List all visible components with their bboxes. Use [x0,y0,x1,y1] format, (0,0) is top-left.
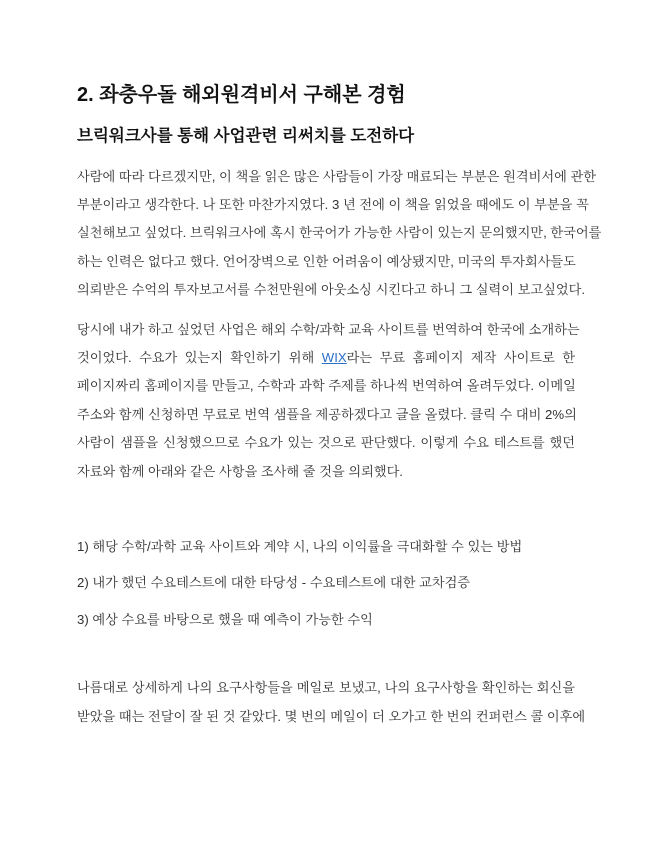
text-line: 사람에 따라 다르겠지만, 이 책을 읽은 많은 사람들이 가장 매료되는 부분은 원격비서에 관한 [77,169,596,184]
text-line: 나름대로 상세하게 나의 요구사항들을 메일로 보냈고, 나의 요구사항을 확인하는 회신을 [77,680,575,695]
list-item: 2) 내가 했던 수요테스트에 대한 타당성 - 수요테스트에 대한 교차검증 [77,575,471,590]
text-line: 페이지짜리 홈페이지를 만들고, 수학과 과학 주제를 하나씩 번역하여 올려두었다. 이메일 [77,378,576,393]
text-line: 하는 인력은 없다고 했다. 언어장벽으로 인한 어려움이 예상됐지만, 미국의 투자회사들도 [77,254,576,269]
text: 것이었다. 수요가 있는지 확인하기 위해 [77,350,322,365]
section-title: 2. 좌충우돌 해외원격비서 구해본 경험 [77,84,406,106]
text-line: 사람이 샘플을 신청했으므로 수요가 있는 것으로 판단했다. 이렇게 수요 테스트를 했던 [77,435,575,450]
text-line: 의뢰받은 수억의 투자보고서를 수천만원에 아웃소싱 시킨다고 하니 그 실력이 보고싶었다. [77,282,585,297]
text: 라는 무료 홈페이지 제작 사이트로 한 [346,350,576,365]
text-line: 받았을 때는 전달이 잘 된 것 같았다. 몇 번의 메일이 더 오가고 한 번의 컨퍼런스 콜 이후에 [77,709,586,724]
text-line: 당시에 내가 하고 싶었던 사업은 해외 수학/과학 교육 사이트를 번역하여 한국에 소개하는 [77,322,580,337]
list-item: 3) 예상 수요를 바탕으로 했을 때 예측이 가능한 수익 [77,612,373,627]
text-line [77,349,575,367]
section-subtitle: 브릭워크사를 통해 사업관련 리써치를 도전하다 [77,127,415,145]
text-line: 부분이라고 생각한다. 나 또한 마찬가지였다. 3 년 전에 이 책을 읽었을 때에도 이 부분을 꼭 [77,197,589,212]
wix-link[interactable]: WIX [321,350,347,365]
list-item: 1) 해당 수학/과학 교육 사이트와 계약 시, 나의 이익률을 극대화할 수 있는 방법 [77,539,523,554]
text-line: 자료와 함께 아래와 같은 사항을 조사해 줄 것을 의뢰했다. [77,464,403,479]
text-line: 실천해보고 싶었다. 브릭워크사에 혹시 한국어가 가능한 사람이 있는지 문의했지만, 한국어를 [77,225,602,240]
text-line: 주소와 함께 신청하면 무료로 번역 샘플을 제공하겠다고 글을 올렸다. 클릭 수 대비 2%의 [77,407,577,422]
